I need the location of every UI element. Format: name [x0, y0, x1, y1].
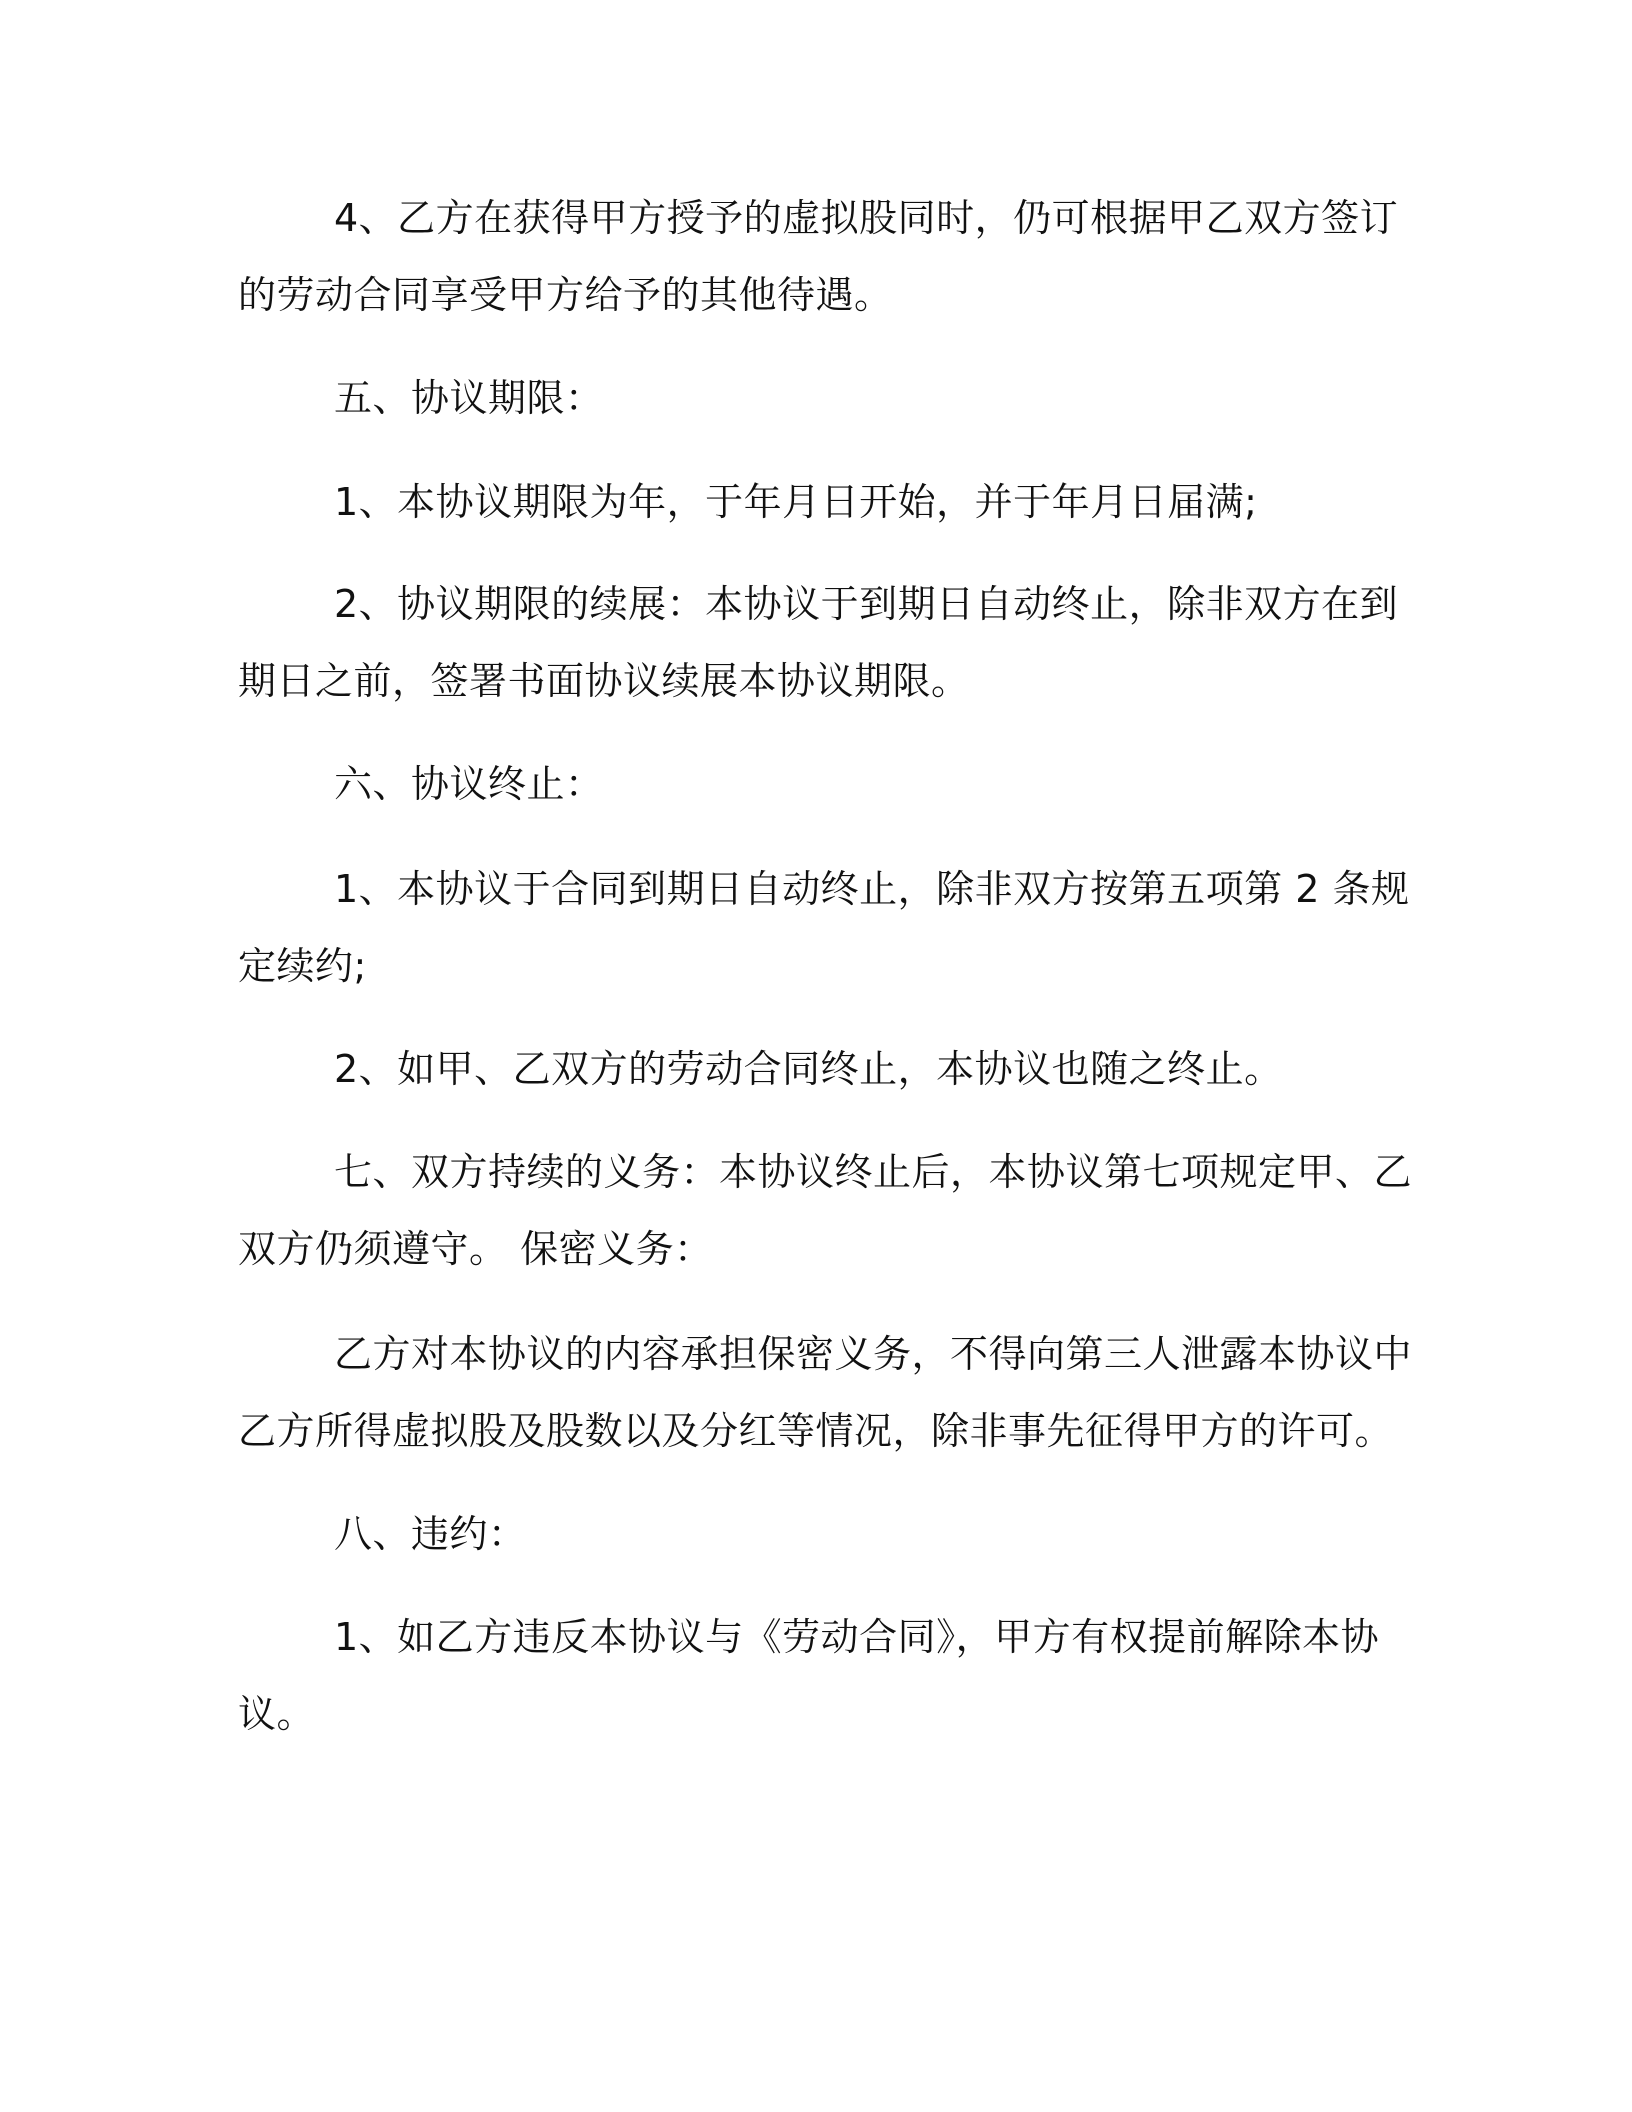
paragraph-termination-2 — [238, 1031, 1378, 1108]
heading-line: 六、协议终止： — [334, 762, 604, 806]
section-heading-breach — [238, 1496, 1378, 1573]
section-heading-term — [238, 360, 1378, 437]
paragraph-line: 议。 — [238, 1692, 316, 1736]
paragraph-term-1 — [238, 464, 1378, 541]
section-heading-termination — [238, 746, 1378, 823]
paragraph-termination-1 — [238, 851, 1410, 1005]
paragraph-line: 乙方所得虚拟股及股数以及分红等情况，除非事先征得甲方的许可。 — [238, 1409, 1394, 1453]
paragraph-breach-1 — [238, 1599, 1378, 1753]
paragraph-line: 2、如甲、乙双方的劳动合同终止，本协议也随之终止。 — [334, 1047, 1283, 1091]
paragraph-line: 定续约; — [238, 944, 367, 988]
paragraph-line: 期日之前，签署书面协议续展本协议期限。 — [238, 659, 970, 703]
paragraph-confidentiality — [238, 1316, 1413, 1470]
paragraph-line: 双方仍须遵守。 保密义务： — [238, 1227, 713, 1271]
paragraph-line: 1、如乙方违反本协议与《劳动合同》，甲方有权提前解除本协 — [334, 1615, 1380, 1659]
heading-line: 五、协议期限： — [334, 376, 604, 420]
paragraph-line: 七、双方持续的义务：本协议终止后，本协议第七项规定甲、乙 — [334, 1150, 1413, 1194]
paragraph-line: 2、协议期限的续展：本协议于到期日自动终止，除非双方在到 — [334, 582, 1399, 626]
paragraph-line: 4、乙方在获得甲方授予的虚拟股同时，仍可根据甲乙双方签订 — [334, 196, 1399, 240]
paragraph-line: 1、本协议期限为年，于年月日开始，并于年月日届满; — [334, 480, 1258, 524]
paragraph-line: 乙方对本协议的内容承担保密义务，不得向第三人泄露本协议中 — [334, 1332, 1413, 1376]
paragraph-clause-4-benefits — [238, 180, 1399, 334]
heading-line: 八、违约： — [334, 1512, 527, 1556]
paragraph-line: 的劳动合同享受甲方给予的其他待遇。 — [238, 273, 893, 317]
paragraph-line: 1、本协议于合同到期日自动终止，除非双方按第五项第 2 条规 — [334, 867, 1410, 911]
paragraph-term-2-renewal — [238, 566, 1399, 720]
section-heading-continuing-obligations — [238, 1134, 1413, 1288]
